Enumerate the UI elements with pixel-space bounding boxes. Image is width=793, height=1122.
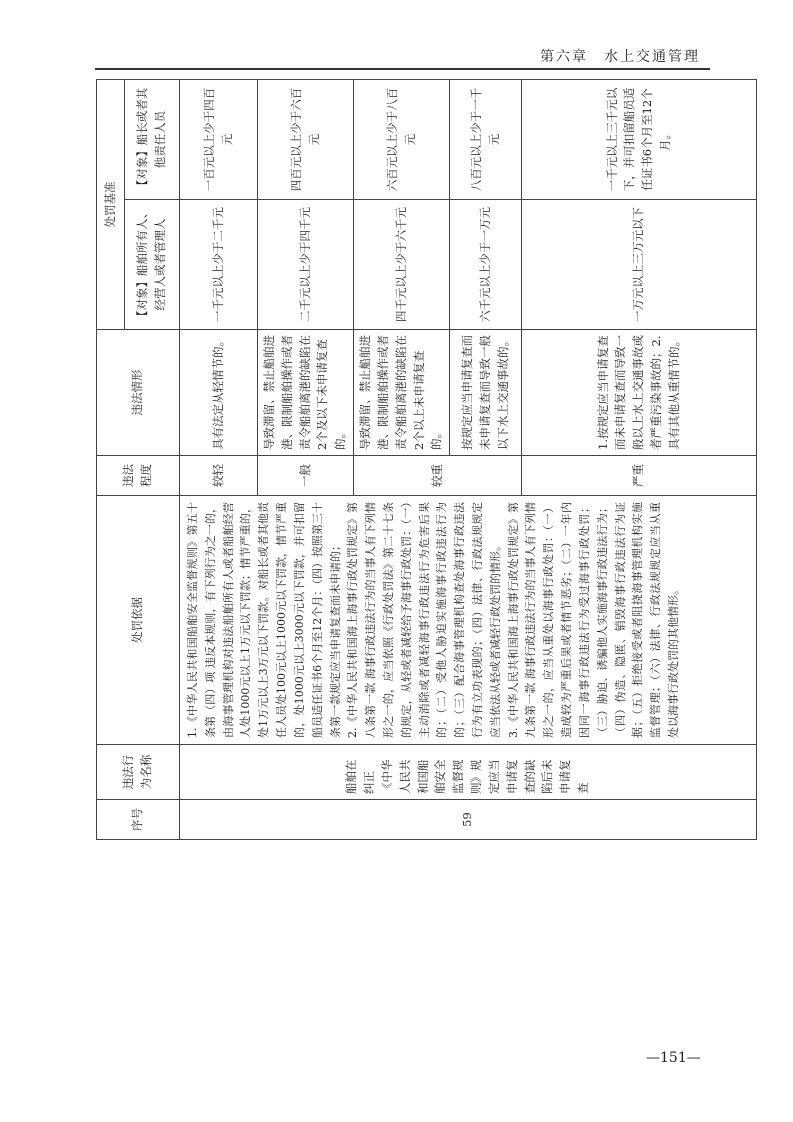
basis-item: 3.《中华人民共和国海上海事行政处罚规定》第九条第一款 海事行政违法行为的当事人有下列情形之一的，应当从重处以海事行政处罚：（一）造成较为严重后果或者情节恶劣；（二）一年内因同一海事行政违法行为受过海事行政处罚；（三）胁迫、诱骗他人实施海事行政违法行为；（四）伪造、隐匿、销毁海事行政违法行为证据；（五）拒绝接受或者阻挠海事管理机构实施监督管理；（六）法律、行政法规规定应当从重处以海事行政处罚的其他情形。: [506, 502, 680, 738]
degree-cell: 较轻: [180, 456, 258, 496]
owner-penalty-cell: 六千元以上少于一万元: [450, 200, 522, 330]
situation-cell: 按规定应当申请复查而未申请复查而导致一般以下水上交通事故的。: [450, 330, 522, 456]
rotated-table-frame: [96, 80, 708, 840]
situation-cell: 具有法定从轻情节的。: [180, 330, 258, 456]
header-name: 违法行为名称: [97, 745, 180, 800]
header-basis: 处罚依据: [97, 496, 180, 745]
situation-cell: 导致滞留、禁止船舶进港、限制船舶操作或者责令船舶离港的缺陷在2个及以下未申请复查的。: [258, 330, 354, 456]
degree-cell: 较重: [354, 456, 522, 496]
owner-penalty-cell: 一千元以上少于二千元: [180, 200, 258, 330]
basis-item: 2.《中华人民共和国海上海事行政处罚规定》第八条第一款 海事行政违法行为的当事人有下列情形之一的，应当依照《行政处罚法》第二十七条的规定，从轻或者减轻给予海事行政处罚：（一）主动消除或者减轻海事行政违法行为危害后果的；（二）受他人胁迫实施海事行政违法行为的；（三）配合海事管理机构查处海事行政违法行为有立功表现的；（四）法律、行政法规规定应当依法从轻或者减轻行政处罚的情形。: [346, 502, 502, 738]
captain-penalty-cell: 六百元以上少于八百元: [354, 80, 450, 200]
row-basis: [180, 496, 757, 745]
degree-cell: 一般: [258, 456, 354, 496]
running-header: [95, 44, 710, 66]
row-seq: 59: [180, 800, 757, 840]
header-captain: 【对象】船长或者其他责任人员: [125, 80, 180, 200]
captain-penalty-cell: 一百元以上少于四百元: [180, 80, 258, 200]
captain-penalty-cell: 四百元以上少于六百元: [258, 80, 354, 200]
degree-cell: 严重: [522, 456, 757, 496]
header-penalty: 处罚基准: [97, 80, 125, 330]
captain-penalty-cell: 八百元以上少于一千元: [450, 80, 522, 200]
header-degree: 违法程度: [97, 456, 180, 496]
situation-cell: 1.按规定应当申请复查而未申请复查而导致一般以上水上交通事故或者严重污染事故的；2.具有其他从重情节的。: [522, 330, 757, 456]
captain-penalty-cell: 一千元以上三千元以下，并可扣留船员适任证书6个月至12个月。: [522, 80, 757, 200]
header-owner: 【对象】船舶所有人、经营人或者管理人: [125, 200, 180, 330]
penalty-table: [96, 79, 757, 840]
chapter-title: 第六章 水上交通管理: [540, 49, 700, 65]
owner-penalty-cell: 一万元以上三万元以下: [522, 200, 757, 330]
situation-cell: 导致滞留、禁止船舶进港、限制船舶操作或者责令船舶离港的缺陷在2个以上未申请复查的。: [354, 330, 450, 456]
basis-item: 1.《中华人民共和国船舶安全监督规则》第五十条第（四）项 违反本规则，有下列行为之一的，由海事管理机构对违法船舶所有人或者船舶经营人处1000元以上1万元以下罚款；情节严重的，处1万元以上3万元以下罚款。对船长或者其他责任人员处100元以上1000元以下罚款，情节严重的，处1000元以上3000元以下罚款，并可扣留船员适任证书6个月至12个月：（四）按照第三十条第一款规定应当申请复查而未申请的；: [186, 502, 342, 738]
owner-penalty-cell: 四千元以上少于六千元: [354, 200, 450, 330]
header-rule: [95, 68, 710, 70]
header-seq: 序号: [97, 800, 180, 840]
header-situation: 违法情形: [97, 330, 180, 456]
row-name: 船舶在纠正《中华人民共和国船舶安全监督规则》规定应当申请复查的缺陷后未申请复查: [180, 745, 757, 800]
page-number: —151—: [646, 1050, 701, 1066]
owner-penalty-cell: 二千元以上少于四千元: [258, 200, 354, 330]
